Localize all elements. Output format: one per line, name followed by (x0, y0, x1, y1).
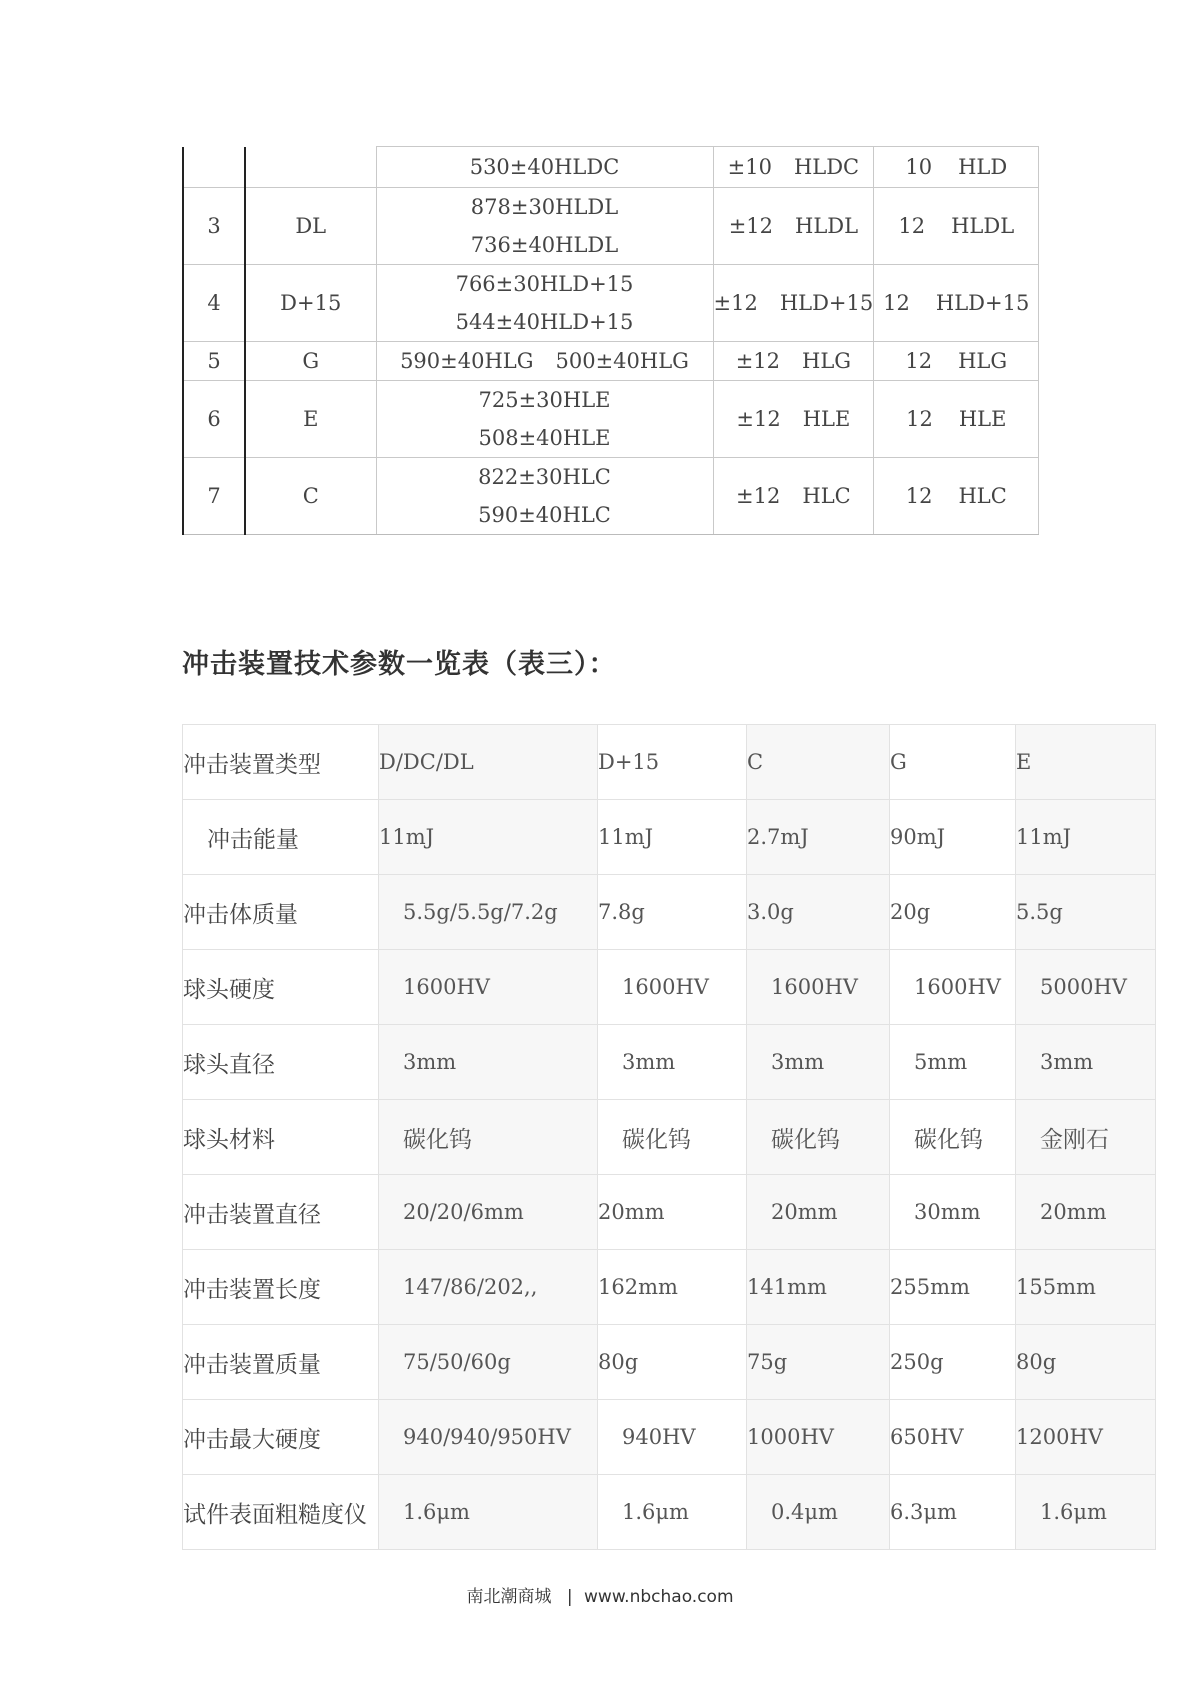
row-label: 试件表面粗糙度仪 (183, 1475, 379, 1550)
repeatability: 12 HLE (874, 381, 1039, 458)
row-label: 球头直径 (183, 1025, 379, 1100)
row-label: 冲击装置直径 (183, 1175, 379, 1250)
table-row (183, 265, 1039, 342)
impact-type: E (245, 381, 376, 458)
table-cell: 30mm (890, 1175, 1016, 1250)
table-cell: 1.6μm (598, 1475, 747, 1550)
table-cell: 碳化钨 (747, 1100, 890, 1175)
hardness-values (376, 265, 713, 342)
impact-type: DL (245, 188, 376, 265)
table-cell: 940HV (598, 1400, 747, 1475)
row-number: 7 (183, 458, 245, 535)
table-cell: 75/50/60g (379, 1325, 598, 1400)
table-cell: 1.6μm (1016, 1475, 1156, 1550)
table-cell: 碳化钨 (379, 1100, 598, 1175)
table-cell: 90mJ (890, 800, 1016, 875)
table-cell: 162mm (598, 1250, 747, 1325)
table-row (183, 1250, 1156, 1325)
table-cell: 155mm (1016, 1250, 1156, 1325)
table-cell: 3.0g (747, 875, 890, 950)
table-row (183, 381, 1039, 458)
table-cell: 20mm (598, 1175, 747, 1250)
row-label: 球头材料 (183, 1100, 379, 1175)
impact-type (245, 147, 376, 188)
table-cell: 11mJ (598, 800, 747, 875)
table-cell: 1200HV (1016, 1400, 1156, 1475)
table-cell: 20mm (747, 1175, 890, 1250)
table-cell: 碳化钨 (598, 1100, 747, 1175)
table-cell: 3mm (598, 1025, 747, 1100)
table-cell: 80g (598, 1325, 747, 1400)
section-title: 冲击装置技术参数一览表（表三）： (182, 649, 617, 680)
table-cell: 5000HV (1016, 950, 1156, 1025)
table-cell: 5mm (890, 1025, 1016, 1100)
table-cell: D/DC/DL (379, 725, 598, 800)
repeatability: 12 HLC (874, 458, 1039, 535)
hardness-value: 725±30HLE (478, 388, 611, 412)
table-cell: 250g (890, 1325, 1016, 1400)
row-label: 冲击体质量 (183, 875, 379, 950)
hardness-values (376, 342, 713, 381)
table-cell: 金刚石 (1016, 1100, 1156, 1175)
table-cell: 3mm (379, 1025, 598, 1100)
table-row (183, 950, 1156, 1025)
table-cell: 3mm (1016, 1025, 1156, 1100)
table-row (183, 188, 1039, 265)
row-number: 3 (183, 188, 245, 265)
table-cell: 1600HV (379, 950, 598, 1025)
hardness-values (376, 381, 713, 458)
row-number (183, 147, 245, 188)
repeatability: 12 HLG (874, 342, 1039, 381)
table-cell: 80g (1016, 1325, 1156, 1400)
hardness-values (376, 188, 713, 265)
table-cell: 255mm (890, 1250, 1016, 1325)
row-label: 冲击装置长度 (183, 1250, 379, 1325)
hardness-value: 500±40HLG (555, 349, 689, 373)
table-row (183, 1325, 1156, 1400)
table-row (183, 1100, 1156, 1175)
table-cell: 940/940/950HV (379, 1400, 598, 1475)
table-cell: 1.6μm (379, 1475, 598, 1550)
row-label: 冲击装置类型 (183, 725, 379, 800)
footer-site-name: 南北潮商城 (466, 1587, 552, 1607)
table-cell: 6.3μm (890, 1475, 1016, 1550)
hardness-value: 508±40HLE (478, 426, 611, 450)
table-row (183, 800, 1156, 875)
impact-type: C (245, 458, 376, 535)
footer-separator: | (566, 1587, 573, 1607)
impact-device-parameters-table (182, 724, 1156, 1550)
table-cell: G (890, 725, 1016, 800)
table-cell: 11mJ (1016, 800, 1156, 875)
hardness-values (376, 458, 713, 535)
row-label: 球头硬度 (183, 950, 379, 1025)
hardness-value: 736±40HLDL (470, 233, 619, 257)
table-cell: 1600HV (598, 950, 747, 1025)
hardness-value: 590±40HLG (400, 349, 534, 373)
table-cell: 1000HV (747, 1400, 890, 1475)
table-cell: D+15 (598, 725, 747, 800)
impact-type: G (245, 342, 376, 381)
indication-error: ±12 HLE (713, 381, 874, 458)
table-cell: 20mm (1016, 1175, 1156, 1250)
repeatability: 12 HLD+15 (874, 265, 1039, 342)
table-row (183, 1175, 1156, 1250)
table-cell: 5.5g/5.5g/7.2g (379, 875, 598, 950)
table-cell: 650HV (890, 1400, 1016, 1475)
hardness-range-table (182, 146, 1039, 535)
hardness-value: 530±40HLDC (469, 155, 620, 179)
page-footer (0, 1582, 1200, 1607)
indication-error: ±10 HLDC (713, 147, 874, 188)
row-label: 冲击最大硬度 (183, 1400, 379, 1475)
indication-error: ±12 HLC (713, 458, 874, 535)
table-cell: C (747, 725, 890, 800)
table-row (183, 458, 1039, 535)
table-cell: E (1016, 725, 1156, 800)
row-number: 4 (183, 265, 245, 342)
hardness-value: 544±40HLD+15 (455, 310, 634, 334)
table-row (183, 875, 1156, 950)
table-cell: 7.8g (598, 875, 747, 950)
hardness-value: 878±30HLDL (470, 195, 619, 219)
table-row (183, 1025, 1156, 1100)
indication-error: ±12 HLG (713, 342, 874, 381)
table-cell: 0.4μm (747, 1475, 890, 1550)
footer-url[interactable]: www.nbchao.com (584, 1587, 734, 1607)
table-row (183, 1475, 1156, 1550)
hardness-value: 590±40HLC (478, 503, 611, 527)
indication-error: ±12 HLDL (713, 188, 874, 265)
table-cell: 11mJ (379, 800, 598, 875)
row-label: 冲击能量 (183, 800, 379, 875)
table-cell: 147/86/202,, (379, 1250, 598, 1325)
indication-error: ±12 HLD+15 (713, 265, 874, 342)
table-cell: 碳化钨 (890, 1100, 1016, 1175)
table-cell: 5.5g (1016, 875, 1156, 950)
repeatability: 12 HLDL (874, 188, 1039, 265)
impact-type: D+15 (245, 265, 376, 342)
table-cell: 20/20/6mm (379, 1175, 598, 1250)
hardness-values (376, 147, 713, 188)
table-cell: 2.7mJ (747, 800, 890, 875)
table-cell: 1600HV (890, 950, 1016, 1025)
table-row (183, 1400, 1156, 1475)
hardness-value: 766±30HLD+15 (455, 272, 634, 296)
table-cell: 20g (890, 875, 1016, 950)
table-row (183, 725, 1156, 800)
row-number: 6 (183, 381, 245, 458)
table-cell: 141mm (747, 1250, 890, 1325)
table-cell: 75g (747, 1325, 890, 1400)
table-row (183, 147, 1039, 188)
hardness-value: 822±30HLC (478, 465, 611, 489)
repeatability: 10 HLD (874, 147, 1039, 188)
row-label: 冲击装置质量 (183, 1325, 379, 1400)
table-cell: 1600HV (747, 950, 890, 1025)
table-row (183, 342, 1039, 381)
table-cell: 3mm (747, 1025, 890, 1100)
row-number: 5 (183, 342, 245, 381)
